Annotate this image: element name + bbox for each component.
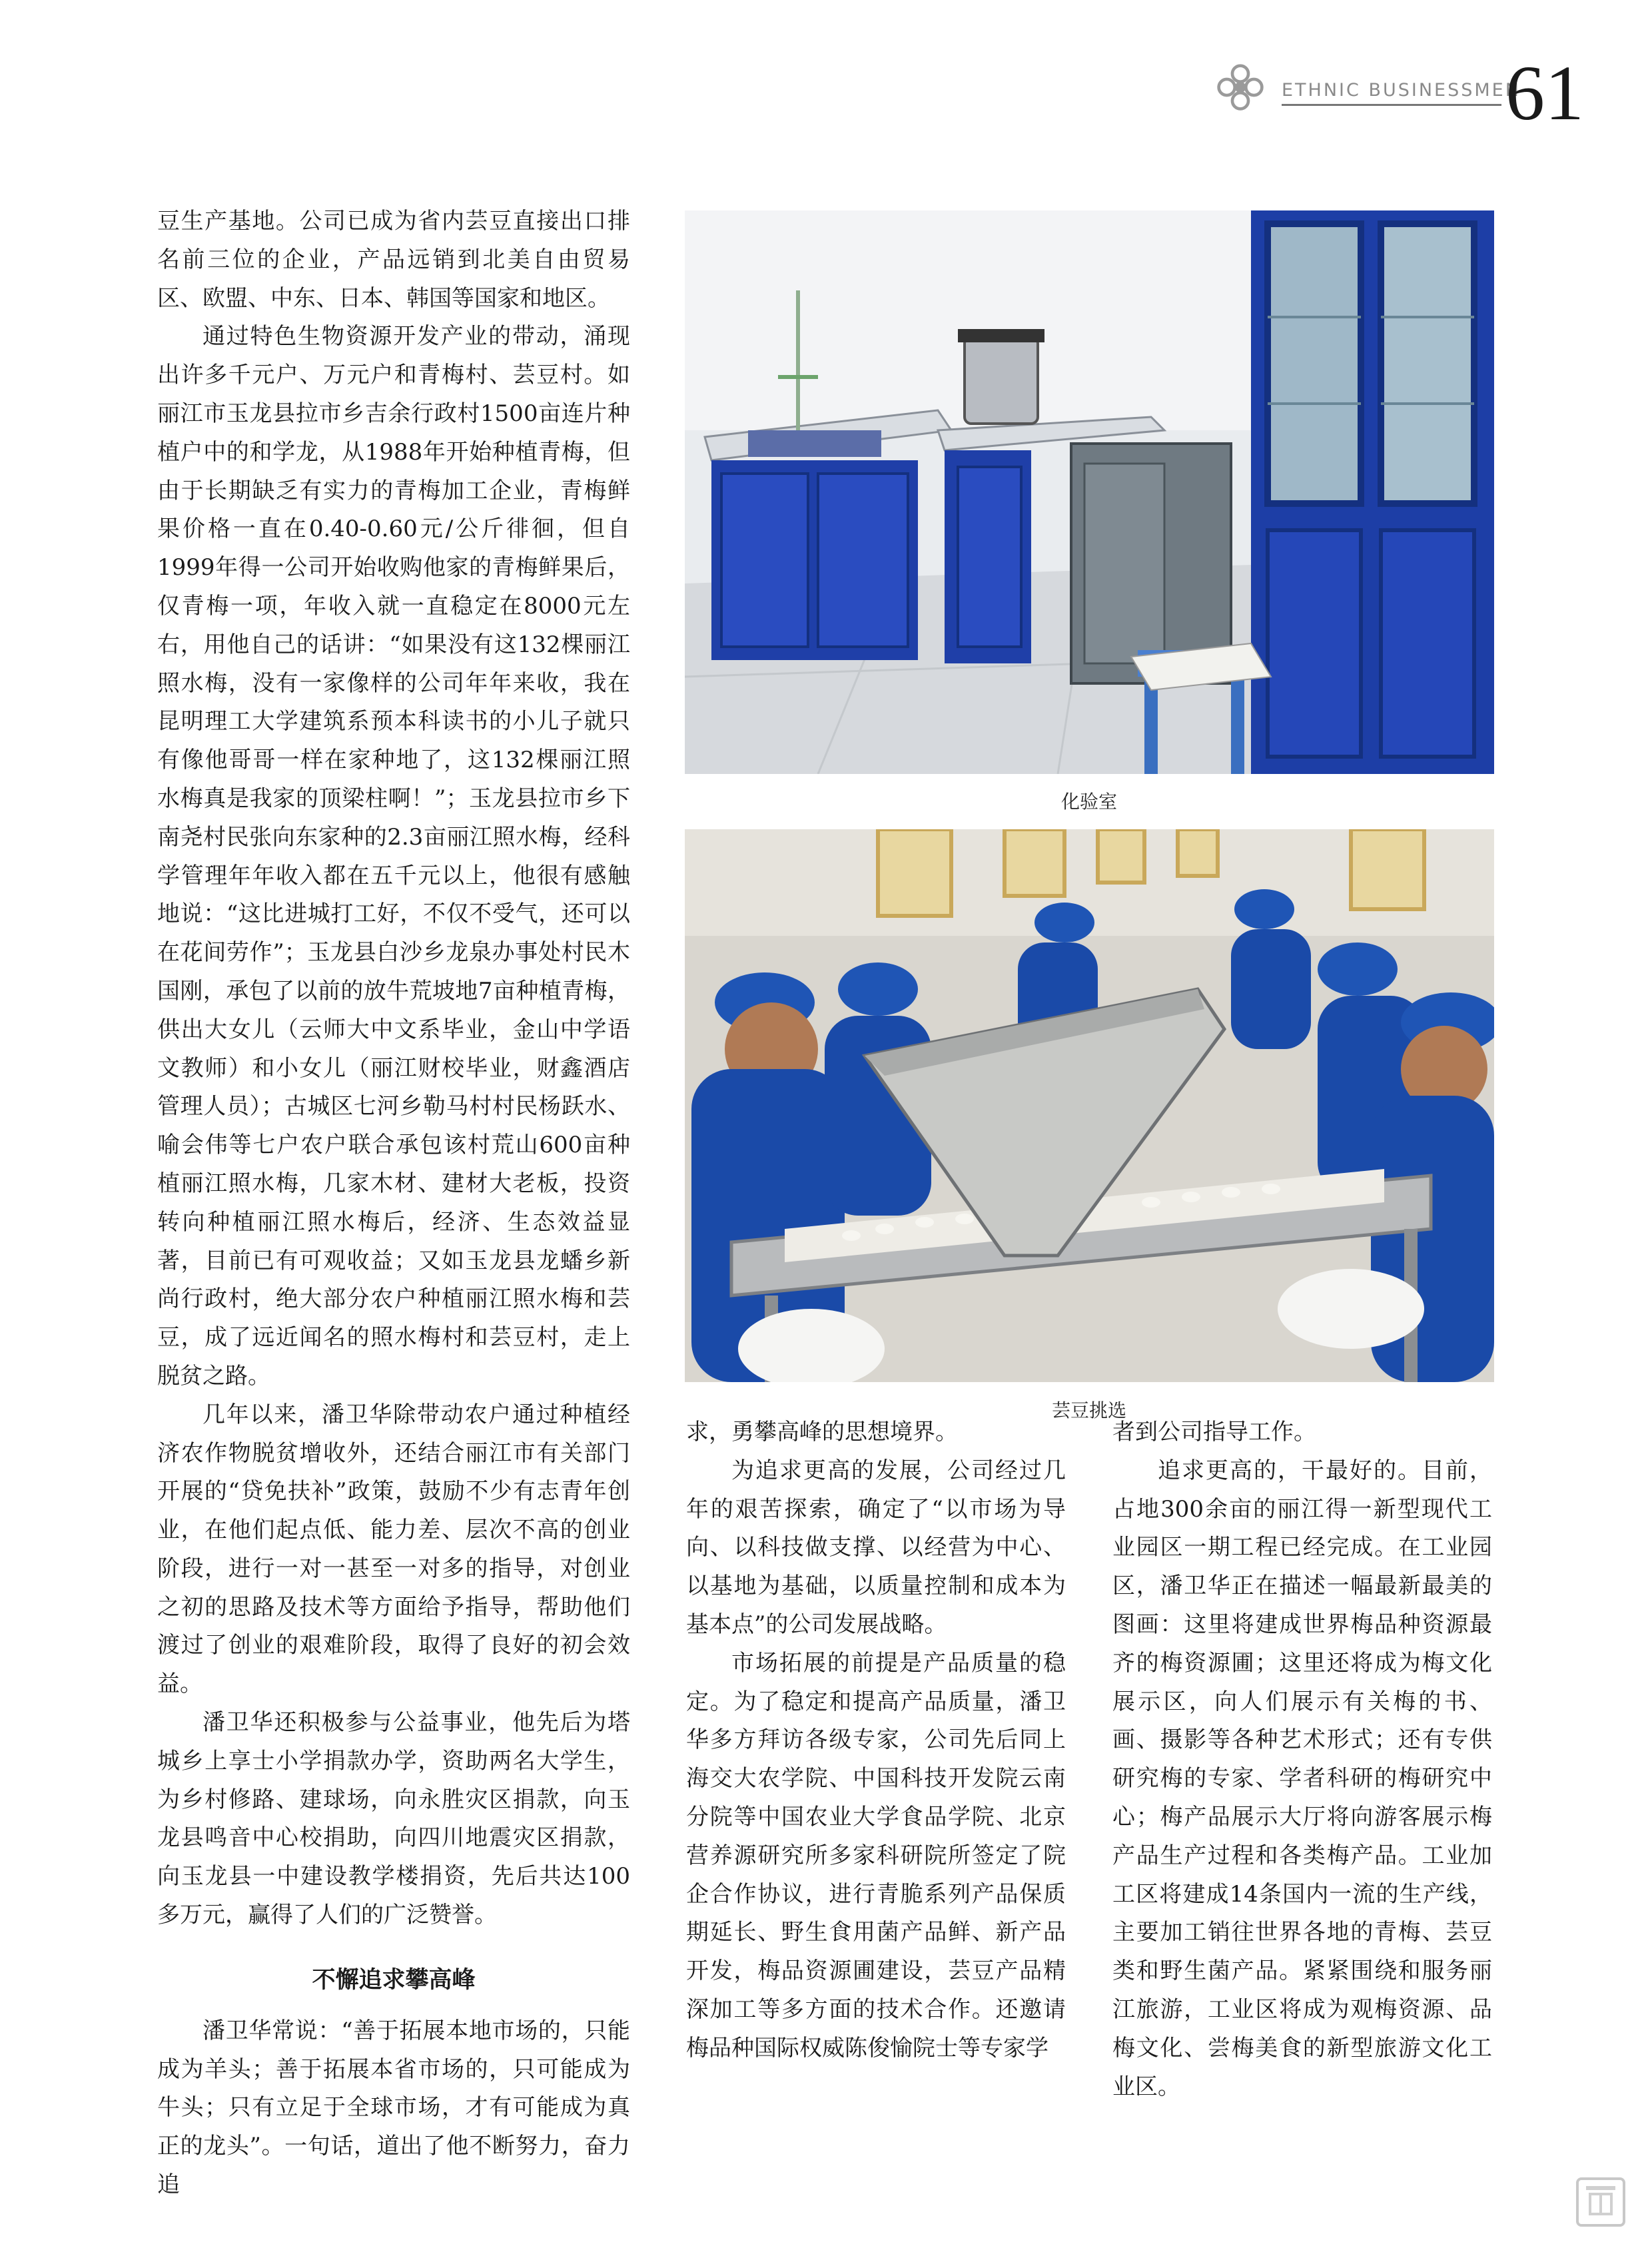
- paragraph: 市场拓展的前提是产品质量的稳定。为了稳定和提高产品质量，潘卫华多方拜访各级专家，公司先后同上海交大农学院、中国科技开发院云南分院等中国农业大学食品学院、北京营养源研究所多家科研院所签定了院企合作协议，进行青脆系列产品保质期延长、野生食用菌产品鲜、新产品开发，梅品资源圃建设，芸豆产品精深加工等多方面的技术合作。还邀请梅品种国际权威陈俊愉院士等专家学: [686, 1649, 1066, 2061]
- page-number: 61: [1505, 49, 1584, 137]
- paragraph: 求，勇攀高峰的思想境界。: [686, 1419, 958, 1445]
- publisher-seal-icon: [1575, 2177, 1626, 2227]
- lab-photo: [685, 210, 1494, 774]
- text-column-1: [157, 202, 630, 2205]
- paragraph: 追求更高的，干最好的。目前，占地300余亩的丽江得一新型现代工业园区一期工程已经完成。在工业园区，潘卫华正在描述一幅最新最美的图画：这里将建成世界梅品种资源最齐的梅资源圃；这里还将成为梅文化展示区，向人们展示有关梅的书、画、摄影等各种艺术形式；还有专供研究梅的专家、学者科研的梅研究中心；梅产品展示大厅将向游客展示梅产品生产过程和各类梅产品。工业加工区将建成14条国内一流的生产线，主要加工销往世界各地的青梅、芸豆类和野生菌产品。紧紧围绕和服务丽江旅游，工业区将成为观梅资源、品梅文化、尝梅美食的新型旅游文化工业区。: [1112, 1457, 1492, 2100]
- paragraph: 通过特色生物资源开发产业的带动，涌现出许多千元户、万元户和青梅村、芸豆村。如丽江市玉龙县拉市乡吉余行政村1500亩连片种植户中的和学龙，从1988年开始种植青梅，但由于长期缺乏有实力的青梅加工企业，青梅鲜果价格一直在0.40-0.60元/公斤徘徊，但自1999年得一公司开始收购他家的青梅鲜果后，仅青梅一项，年收入就一直稳定在8000元左右，用他自己的话讲：“如果没有这132棵丽江照水梅，没有一家像样的公司年年来收，我在昆明理工大学建筑系预本科读书的小儿子就只有像他哥哥一样在家种地了，这132棵丽江照水梅真是我家的顶梁柱啊！”；玉龙县拉市乡下南尧村民张向东家种的2.3亩丽江照水梅，经科学管理年年收入都在五千元以上，他很有感触地说：“这比进城打工好，不仅不受气，还可以在花间劳作”；玉龙县白沙乡龙泉办事处村民木国刚，承包了以前的放牛荒坡地7亩种植青梅，供出大女儿（云师大中文系毕业，金山中学语文教师）和小女儿（丽江财校毕业，财鑫酒店管理人员）；古城区七河乡勒马村村民杨跃水、喻会伟等七户农户联合承包该村荒山600亩种植丽江照水梅，几家木材、建材大老板，投资转向种植丽江照水梅后，经济、生态效益显著，目前已有可观收益；又如玉龙县龙蟠乡新尚行政村，绝大部分农户种植丽江照水梅和芸豆，成了远近闻名的照水梅村和芸豆村，走上脱贫之路。: [157, 323, 630, 1389]
- photo-caption: 芸豆挑选: [1051, 1399, 1126, 1421]
- paragraph: 为追求更高的发展，公司经过几年的艰苦探索，确定了“以市场为导向、以科技做支撑、以经营为中心、以基地为基础，以质量控制和成本为基本点”的公司发展战略。: [686, 1457, 1066, 1638]
- header-rule: [1282, 104, 1501, 106]
- paragraph: 潘卫华常说：“善于拓展本地市场的，只能成为羊头；善于拓展本省市场的，只可能成为牛头；只有立足于全球市场，才有可能成为真正的龙头”。一句话，道出了他不断努力，奋力追: [157, 2017, 630, 2199]
- section-heading: 不懈追求攀高峰: [312, 1966, 476, 1994]
- sorting-photo: [685, 829, 1494, 1382]
- paragraph: 者到公司指导工作。: [1112, 1419, 1316, 1445]
- text-column-2: [686, 1413, 1066, 2068]
- magazine-brand: ETHNIC BUSINESSMEN: [1282, 80, 1521, 101]
- paragraph: 几年以来，潘卫华除带动农户通过种植经济农作物脱贫增收外，还结合丽江市有关部门开展的“贷免扶补”政策，鼓励不少有志青年创业，在他们起点低、能力差、层次不高的创业阶段，进行一对一甚至一对多的指导，对创业之初的思路及技术等方面给予指导，帮助他们渡过了创业的艰难阶段，取得了良好的初会效益。: [157, 1401, 630, 1698]
- paragraph: 潘卫华还积极参与公益事业，他先后为塔城乡上享士小学捐款办学，资助两名大学生，为乡村修路、建球场，向永胜灾区捐款，向玉龙县鸣音中心校捐助，向四川地震灾区捐款，向玉龙县一中建设教学楼捐资，先后共达100多万元，赢得了人们的广泛赞誉。: [157, 1709, 630, 1929]
- text-column-3: [1112, 1413, 1492, 2106]
- photo-caption: 化验室: [1060, 791, 1117, 813]
- page-header: [1212, 40, 1585, 137]
- flower-ornament-icon: [1216, 63, 1265, 112]
- paragraph: 豆生产基地。公司已成为省内芸豆直接出口排名前三位的企业，产品远销到北美自由贸易区、欧盟、中东、日本、韩国等国家和地区。: [157, 208, 630, 312]
